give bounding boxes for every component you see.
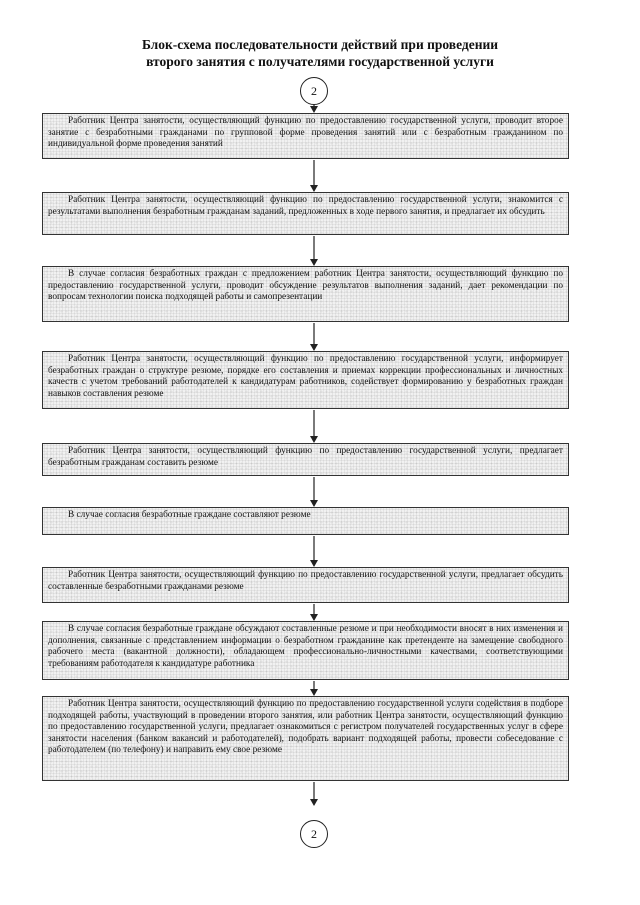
- step-box-3: В случае согласия безработных граждан с предложением работник Центра занятости, осуществляющий функцию по предоставлению государственной услуги, проводит обсуждение результатов выполнения заданий, дает рекомендации по вопросам технологии поиска подходящей работы и самопрезентации: [42, 266, 569, 322]
- step-box-5: Работник Центра занятости, осуществляющий функцию по предоставлению государственной услуги, предлагает безработным гражданам составить резюме: [42, 443, 569, 476]
- step-box-6: В случае согласия безработные граждане составляют резюме: [42, 507, 569, 535]
- title-line-2: второго занятия с получателями государственной услуги: [146, 54, 494, 69]
- step-box-9: Работник Центра занятости, осуществляющий функцию по предоставлению государственной услуги содействия в подборе подходящей работы, участвующий в проведении второго занятия, или работник Центра занятости, осуществляющий функцию по предоставлению государственной услуги, предлагает ознакомиться с регистром получателей государственных услуг в сфере занятости населения (банком вакансий и работодателей), подобрать вариант подходящей работы, провести собеседование с работодателем (по телефону) и направить ему свое резюме: [42, 696, 569, 781]
- step-box-4: Работник Центра занятости, осуществляющий функцию по предоставлению государственной услуги, информирует безработных граждан о структуре резюме, порядке его составления и приемах коррекции профессиональных и личностных качеств с учетом требований работодателей к кандидатурам работников, содействует формированию у безработных граждан навыков составления резюме: [42, 351, 569, 409]
- step-box-7: Работник Центра занятости, осуществляющий функцию по предоставлению государственной услуги, предлагает обсудить составленные безработными гражданами резюме: [42, 567, 569, 603]
- step-box-1: Работник Центра занятости, осуществляющий функцию по предоставлению государственной услуги, проводит второе занятие с безработными гражданами по групповой форме проведения занятий или с безработным гражданином по индивидуальной форме проведения занятий: [42, 113, 569, 159]
- step-box-8: В случае согласия безработные граждане обсуждают составленные резюме и при необходимости вносят в них изменения и дополнения, связанные с представлением информации о безработном гражданине как претенденте на замещение свободного рабочего места (вакантной должности), обладающем профессионально-личностными качествами, соответствующими требованиям работодателя к кандидатуре работника: [42, 621, 569, 680]
- title-line-1: Блок-схема последовательности действий при проведении: [141, 37, 499, 52]
- step-box-2: Работник Центра занятости, осуществляющий функцию по предоставлению государственной услуги, знакомится с результатами выполнения безработным гражданам заданий, предложенных в ходе первого занятия, и предлагает их обсудить: [42, 192, 569, 235]
- connector-circle-bottom: 2: [300, 820, 328, 848]
- connector-circle-top: 2: [300, 77, 328, 105]
